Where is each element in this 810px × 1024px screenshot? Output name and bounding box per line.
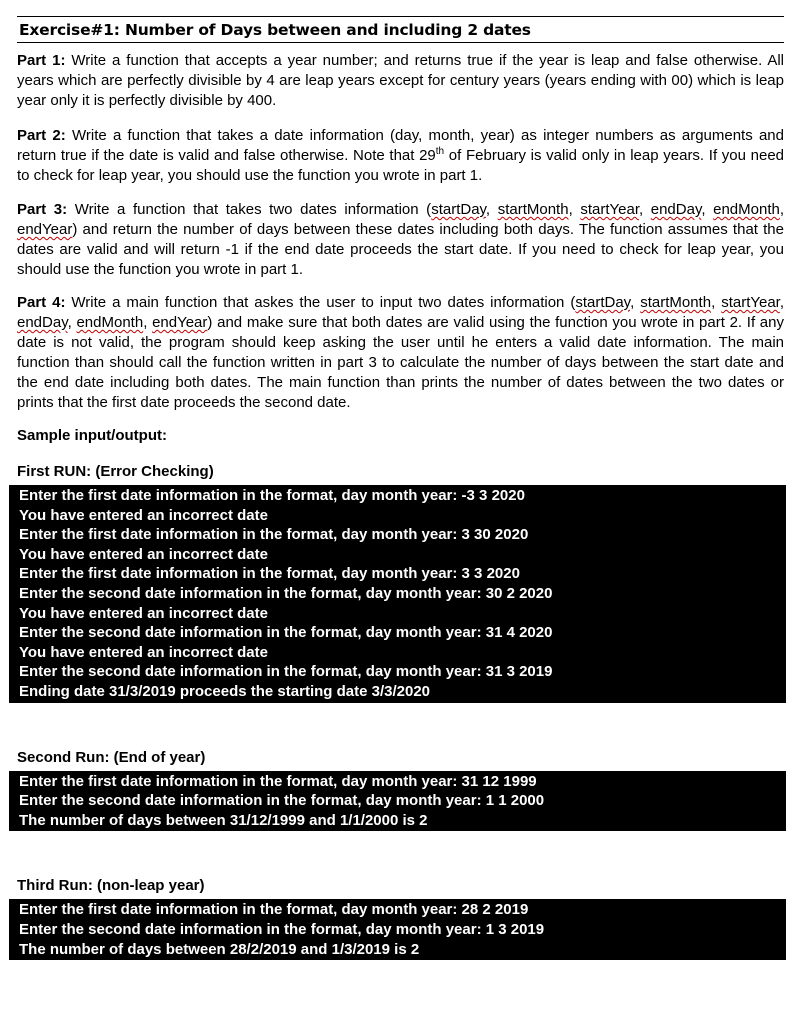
run-2-console (9, 771, 786, 832)
part-4-paragraph: Part 4: Write a main function that askes the user to input two dates information (startDay, startMonth, startYear, endDay, endMonth, endYear) and make sure that both dates are valid using the function you wrote in part 2. If any date is not valid, the program should keep asking the user until he enters a valid date information. The main function than should call the function written in part 3 to calculate the number of days between the start date and the end date including both dates. The main function than prints the number of dates between the two dates or prints that the first date proceeds the second date. (17, 294, 785, 411)
console-line: The number of days between 28/2/2019 and 1/3/2019 is 2 (19, 940, 420, 958)
param-start-day: startDay (575, 294, 631, 311)
run-2-heading: Second Run: (End of year) (17, 748, 206, 766)
console-line: You have entered an incorrect date (19, 643, 268, 661)
part-3-label: Part 3: (17, 201, 68, 218)
console-line: Enter the first date information in the format, day month year: 31 12 1999 (19, 772, 537, 790)
part-4-text-b: ) and make sure that both dates are valid using the function you wrote in part 2. If any date is not valid, the program should keep asking the user until he enters a valid date information. The main function than should call the function written in part 3 to calculate the number of days between the start date and the end date including both dates. The main function than prints the number of dates between the two dates or prints that the first date proceeds the second date. (17, 314, 784, 411)
part-4-text-a: Write a main function that askes the user to input two dates information ( (65, 294, 576, 311)
console-line: Enter the second date information in the format, day month year: 31 3 2019 (19, 663, 553, 681)
part-3-text-b: ) and return the number of days between these dates including both days. The function assumes that the dates are valid and will return -1 if the end date proceeds the start date. If you need to check for leap year, you should use the function you wrote in part 1. (17, 221, 784, 278)
console-line: Enter the first date information in the format, day month year: 28 2 2019 (19, 901, 529, 919)
run-3-heading: Third Run: (non-leap year) (17, 877, 205, 895)
console-line: The number of days between 31/12/1999 and 1/1/2000 is 2 (19, 811, 428, 829)
console-line: You have entered an incorrect date (19, 506, 268, 524)
param-start-day: startDay (431, 201, 486, 218)
part-4-label: Part 4: (17, 294, 66, 311)
param-end-year: endYear (17, 221, 73, 238)
console-line: Enter the second date information in the format, day month year: 1 1 2000 (19, 792, 545, 810)
exercise-title: Exercise#1: Number of Days between and including 2 dates (17, 16, 784, 43)
param-start-year: startYear (580, 201, 639, 218)
param-end-month: endMonth (76, 314, 144, 331)
console-line: You have entered an incorrect date (19, 604, 268, 622)
part-2-text-a: Write a function that takes a date information (day, month, year) as integer numbers as arguments and return true if the date is valid and false otherwise. Note that 29 (17, 127, 784, 164)
run-1-heading: First RUN: (Error Checking) (17, 463, 214, 480)
console-line: You have entered an incorrect date (19, 545, 268, 563)
console-line: Enter the second date information in the format, day month year: 30 2 2020 (19, 584, 553, 602)
console-line: Enter the second date information in the format, day month year: 1 3 2019 (19, 920, 545, 938)
param-start-month: startMonth (640, 294, 712, 311)
run-1-console (9, 485, 786, 703)
console-line: Enter the first date information in the format, day month year: -3 3 2020 (19, 487, 525, 504)
sample-heading: Sample input/output: (17, 427, 167, 444)
part-3-text-a: Write a function that takes two dates information ( (67, 201, 432, 218)
console-line: Enter the first date information in the format, day month year: 3 3 2020 (19, 565, 520, 583)
part-2-superscript: th (435, 146, 445, 157)
part-3-paragraph: Part 3: Write a function that takes two dates information (startDay, startMonth, startYear, endDay, endMonth, endYear) and return the number of days between these dates including both days. The function assumes that the dates are valid and will return -1 if the end date proceeds the start date. If you need to check for leap year, you should use the function you wrote in part 1. (17, 201, 784, 278)
param-end-year: endYear (152, 314, 208, 331)
param-end-day: endDay (650, 201, 702, 218)
document-page (17, 16, 784, 960)
param-start-year: startYear (721, 294, 780, 311)
param-end-day: endDay (17, 314, 68, 331)
param-start-month: startMonth (497, 201, 569, 218)
console-line: Enter the first date information in the format, day month year: 3 30 2020 (19, 526, 529, 544)
part-2-paragraph (17, 126, 784, 186)
part-2-text-b: of February is valid only in leap years. If you need to check for leap year, you should use the function you wrote in part 1. (17, 147, 785, 184)
part-1-paragraph (17, 51, 784, 111)
part-2-label: Part 2: (17, 127, 66, 144)
part-1-text: Write a function that accepts a year number; and returns true if the year is leap and false otherwise. All years which are perfectly divisible by 4 are leap years except for century years (years ending with 00) which is leap year only it is perfectly divisible by 400. (17, 52, 785, 109)
console-line: Enter the second date information in the format, day month year: 31 4 2020 (19, 624, 553, 642)
run-3-console (9, 899, 786, 960)
param-end-month: endMonth (713, 201, 780, 218)
part-1-label: Part 1: (17, 52, 66, 69)
console-line: Ending date 31/3/2019 proceeds the starting date 3/3/2020 (19, 682, 430, 700)
